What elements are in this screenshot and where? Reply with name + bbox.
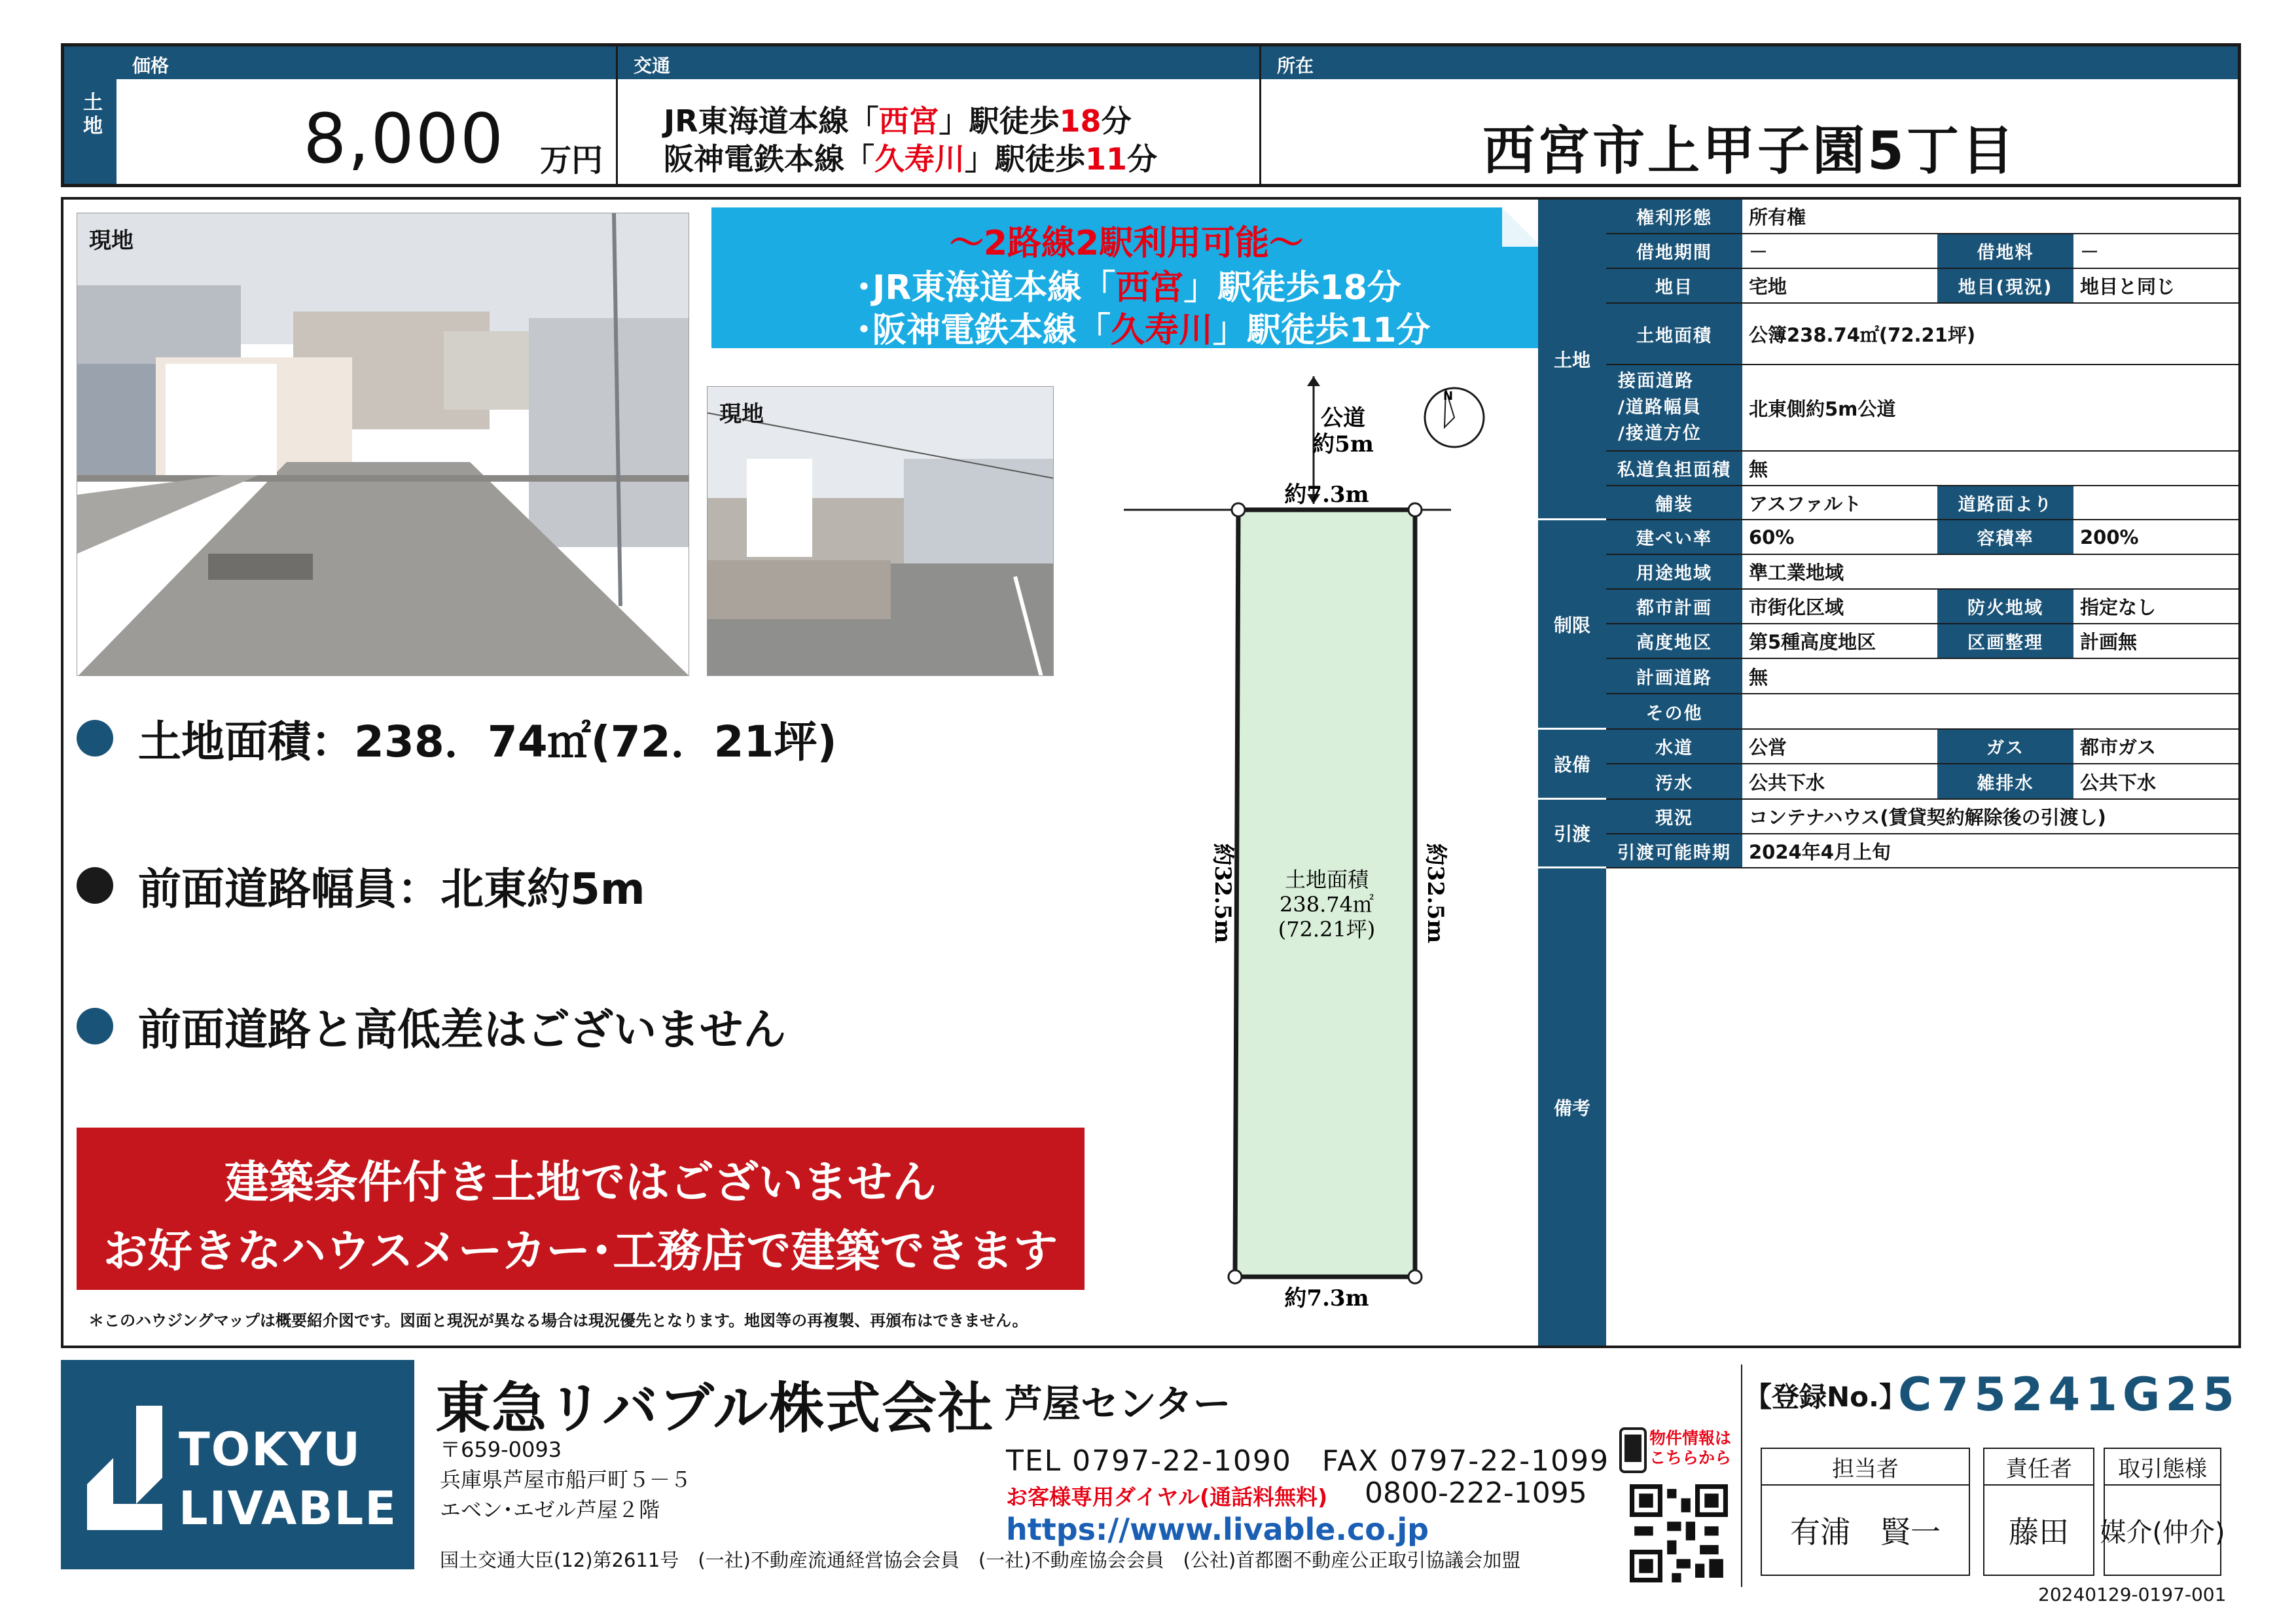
staff-box (1761, 1448, 1970, 1576)
building-condition-notice (77, 1128, 1085, 1290)
traffic-jr-walk: 」駅徒歩 (939, 103, 1060, 139)
spec-value: 地目と同じ (2080, 276, 2176, 298)
banner-hanshin-line: ･阪神電鉄本線「 (855, 311, 1111, 350)
spec-value: 指定なし (2080, 596, 2157, 618)
notice-line-1: 建築条件付き土地ではございません (224, 1157, 937, 1209)
spec-label: 計画道路 (1606, 659, 1742, 693)
tel-fax: TEL 0797-22-1090 FAX 0797-22-1099 (1006, 1444, 1610, 1478)
spec-row-handover-time (1606, 834, 2238, 868)
deal-type-value: 媒介(仲介) (2100, 1517, 2225, 1548)
spec-row-pavement (1606, 486, 2238, 520)
spec-road-label-3: /接道方位 (1618, 423, 1702, 444)
address-line-2: エベン･エゼル芦屋２階 (440, 1497, 660, 1522)
spec-value: 市街化区域 (1749, 596, 1844, 618)
company-name: 東急リバブル株式会社 (435, 1376, 995, 1440)
spec-label: ガス (1937, 730, 2073, 763)
price-label: 価格 (117, 46, 616, 79)
land-tag: 土地 (64, 46, 117, 184)
traffic-hanshin-unit: 分 (1127, 141, 1158, 177)
top-width-label: 約7.3m (1284, 482, 1369, 508)
document-id: 20240129-0197-001 (2038, 1584, 2227, 1605)
plan-area-title: 土地面積 (1284, 867, 1369, 892)
spec-value: 無 (1749, 666, 1768, 688)
plan-area-tsubo: (72.21坪) (1278, 917, 1376, 942)
free-dial-label: お客様専用ダイヤル(通話料無料) (1006, 1484, 1328, 1510)
spec-label: 都市計画 (1606, 590, 1742, 623)
traffic-jr-station: 西宮 (878, 103, 939, 139)
qr-note-line-2: こちらから (1649, 1448, 1732, 1467)
banner-jr-station: 西宮 (1115, 268, 1184, 308)
spec-value: 2024年4月上旬 (1749, 840, 1891, 863)
lot-plan (1124, 363, 1516, 1312)
spec-label: 水道 (1606, 730, 1742, 763)
spec-row-status (1606, 800, 2238, 834)
spec-value (1742, 694, 2238, 728)
bullet-road-width (77, 854, 645, 916)
staff-name: 有浦 賢一 (1790, 1514, 1941, 1550)
spec-value: 公営 (1749, 736, 1787, 758)
company-logo (61, 1360, 414, 1569)
spec-label: 地目 (1606, 269, 1742, 302)
spec-row-lease (1606, 234, 2238, 269)
site-photo-main-label: 現地 (89, 228, 134, 254)
spec-table (1538, 200, 2238, 1346)
spec-label: 借地料 (1937, 234, 2073, 268)
spec-value: 都市ガス (2080, 736, 2157, 758)
bullet-road-level (77, 995, 786, 1057)
spec-value: 公簿238.74㎡(72.21坪) (1749, 323, 1976, 346)
spec-label: 現況 (1606, 800, 1742, 833)
banner-jr-line: ･JR東海道本線「 (855, 268, 1116, 308)
traffic-hanshin-minutes: 11 (1085, 141, 1128, 177)
main-panel (61, 197, 2241, 1348)
spec-label: 地目(現況) (1937, 269, 2073, 302)
station-banner (711, 207, 1541, 348)
qr-note-line-1: 物件情報は (1649, 1429, 1732, 1448)
spec-cat-remarks: 備考 (1538, 868, 1606, 1346)
spec-label: 土地面積 (1606, 304, 1742, 364)
spec-row-private-road (1606, 452, 2238, 486)
traffic-label: 交通 (618, 46, 1259, 79)
livable-mark-icon (87, 1406, 172, 1530)
site-photo-main-image (77, 213, 689, 676)
spec-row-water (1606, 730, 2238, 764)
spec-label: 引渡可能時期 (1606, 834, 1742, 867)
manager-name: 藤田 (2009, 1514, 2069, 1550)
spec-cat-handover: 引渡 (1538, 800, 1606, 868)
bottom-width-label: 約7.3m (1284, 1285, 1369, 1311)
spec-label: 高度地区 (1606, 624, 1742, 658)
price-value: 8,000 (303, 99, 505, 179)
deal-type-head: 取引態様 (2105, 1449, 2220, 1486)
spec-row-planned-road (1606, 659, 2238, 694)
spec-row-city-plan (1606, 590, 2238, 624)
staff-head: 担当者 (1762, 1449, 1969, 1486)
spec-value: 計画無 (2080, 631, 2138, 653)
license-association: 国土交通大臣(12)第2611号 (一社)不動産流通経営協会会員 (一社)不動産協会会員 (公社)首都圏不動産公正取引協議会加盟 (440, 1549, 1521, 1571)
banner-title: ～2路線2駅利用可能～ (949, 224, 1304, 263)
postal-code: 〒659-0093 (440, 1437, 562, 1462)
spec-value: 無 (1749, 458, 1768, 480)
spec-label: 道路面より (1937, 486, 2073, 519)
bullet-land-area-text: 土地面積：238．74㎡(72．21坪) (138, 717, 837, 767)
spec-value: 宅地 (1749, 276, 1787, 298)
site-photo-main (77, 213, 689, 676)
spec-road-label-2: /道路幅員 (1618, 397, 1702, 418)
price-cell (117, 46, 618, 184)
spec-label: 容積率 (1937, 520, 2073, 554)
branch-name: 芦屋センター (1005, 1382, 1231, 1426)
traffic-hanshin-station: 久寿川 (874, 141, 965, 177)
bullet-road-level-text: 前面道路と高低差はございません (138, 1005, 786, 1055)
spec-value: － (2080, 241, 2100, 263)
traffic-jr-unit: 分 (1101, 103, 1132, 139)
spec-cat-restriction: 制限 (1538, 520, 1606, 730)
spec-row-other (1606, 694, 2238, 730)
spec-row-use-zone (1606, 555, 2238, 590)
spec-row-right-type (1606, 200, 2238, 234)
traffic-line-jr (664, 98, 1132, 141)
spec-row-height-zone (1606, 624, 2238, 659)
footer-divider (1741, 1364, 1742, 1587)
bullet-road-width-text: 前面道路幅員：北東約5m (138, 864, 645, 914)
banner-hanshin-walk: 」駅徒歩11分 (1213, 311, 1431, 350)
logo-line-1: TOKYU (179, 1423, 362, 1476)
spec-label: 用途地域 (1606, 555, 1742, 588)
smartphone-icon (1619, 1427, 1647, 1474)
bullet-dot-icon (77, 1008, 113, 1044)
spec-label: 権利形態 (1606, 200, 1742, 233)
address-label: 所在 (1261, 46, 2238, 79)
road-arrow-head-top (1307, 376, 1320, 386)
address-value: 西宮市上甲子園5丁目 (1482, 120, 2017, 181)
traffic-line-hanshin (664, 135, 1157, 179)
free-dial-number: 0800-222-1095 (1365, 1476, 1587, 1510)
bullet-dot-icon (77, 867, 113, 904)
plan-area-sqm: 238.74㎡ (1280, 892, 1374, 917)
spec-label: 舗装 (1606, 486, 1742, 519)
spec-label: 雑排水 (1937, 764, 2073, 798)
site-photo-sub (707, 386, 1054, 676)
banner-jr-walk: 」駅徒歩18分 (1183, 268, 1401, 308)
spec-value: 60% (1749, 526, 1795, 548)
logo-wordmark (179, 1420, 397, 1538)
spec-label: 防火地域 (1937, 590, 2073, 623)
spec-value (2073, 486, 2238, 519)
spec-label-road (1606, 365, 1742, 450)
map-disclaimer: ＊このハウジングマップは概要紹介図です。図面と現況が異なる場合は現況優先となります。地図等の再複製、再頒布はできません。 (88, 1311, 1028, 1330)
spec-cat-land: 土地 (1538, 200, 1606, 520)
spec-label: 私道負担面積 (1606, 452, 1742, 485)
spec-row-land-area (1606, 304, 2238, 365)
site-photo-sub-label: 現地 (719, 401, 764, 427)
traffic-hanshin-walk: 」駅徒歩 (965, 141, 1085, 177)
right-depth-label: 約32.5m (1422, 843, 1448, 944)
spec-label: その他 (1606, 694, 1742, 728)
deal-type-box (2100, 1448, 2225, 1576)
spec-value: コンテナハウス(賃貸契約解除後の引渡し) (1749, 806, 2106, 829)
spec-value: 200% (2080, 526, 2139, 548)
traffic-hanshin-line-name: 阪神電鉄本線「 (664, 141, 874, 177)
header-box (61, 43, 2241, 187)
price-unit: 万円 (539, 142, 603, 179)
address-line-1: 兵庫県芦屋市船戸町５－５ (440, 1467, 692, 1492)
spec-row-land-category (1606, 269, 2238, 304)
spec-value: 準工業地域 (1749, 562, 1844, 584)
spec-label: 汚水 (1606, 764, 1742, 798)
spec-road-label-1: 接面道路 (1618, 371, 1694, 391)
bullet-dot-icon (77, 720, 113, 757)
logo-line-2: LIVABLE (179, 1482, 398, 1535)
bullet-land-area (77, 707, 837, 769)
svg-text:N: N (1443, 389, 1454, 403)
traffic-jr-minutes: 18 (1059, 103, 1102, 139)
spec-value: 北東側約5m公道 (1749, 397, 1896, 420)
manager-head: 責任者 (1984, 1449, 2093, 1486)
spec-value: 所有権 (1749, 206, 1806, 228)
spec-row-road (1606, 365, 2238, 452)
lot-corner (1232, 503, 1245, 516)
website-link[interactable]: https://www.livable.co.jp (1006, 1512, 1429, 1547)
spec-row-coverage (1606, 520, 2238, 555)
registration-label: 【登録No.】 (1744, 1381, 1907, 1413)
spec-cat-facility: 設備 (1538, 730, 1606, 800)
road-label-1: 公道 (1321, 405, 1365, 431)
site-photo-sub-image (708, 387, 1054, 676)
spec-value: 公共下水 (1749, 771, 1825, 794)
address-cell (1261, 46, 2238, 184)
manager-box (1983, 1448, 2094, 1576)
spec-label: 借地期間 (1606, 234, 1742, 268)
spec-row-sewage (1606, 764, 2238, 800)
banner-line-hanshin (855, 302, 1430, 351)
lot-corner (1408, 503, 1422, 516)
qr-code-icon[interactable] (1630, 1484, 1728, 1582)
traffic-jr-line-name: JR東海道本線「 (664, 103, 879, 139)
spec-value: 第5種高度地区 (1749, 631, 1876, 653)
spec-label: 建ぺい率 (1606, 520, 1742, 554)
spec-value: 公共下水 (2080, 771, 2157, 794)
banner-hanshin-station: 久寿川 (1111, 311, 1213, 350)
banner-line-jr (855, 260, 1401, 309)
left-depth-label: 約32.5m (1210, 843, 1236, 944)
compass-north-icon (1418, 382, 1490, 454)
traffic-cell (618, 46, 1261, 184)
lot-corner (1408, 1270, 1422, 1283)
registration-number: C75241G25 (1898, 1368, 2240, 1421)
qr-note (1649, 1429, 1731, 1468)
notice-line-2: お好きなハウスメーカー･工務店で建築できます (103, 1226, 1058, 1277)
spec-value: － (1749, 241, 1768, 263)
road-label-2: 約5m (1312, 431, 1374, 457)
spec-label: 区画整理 (1937, 624, 2073, 658)
spec-value: アスファルト (1749, 492, 1862, 515)
lot-corner (1229, 1270, 1242, 1283)
